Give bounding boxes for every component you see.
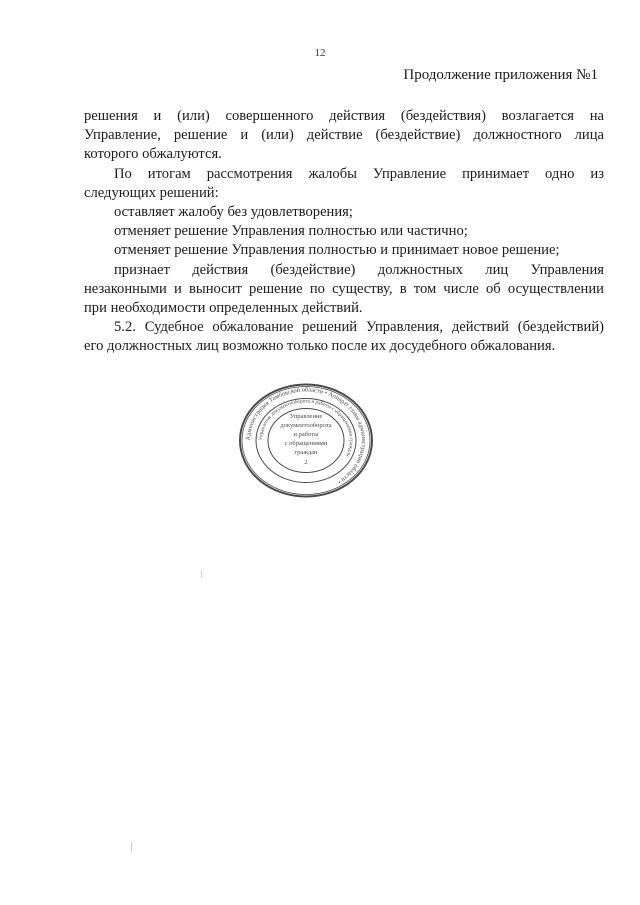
stamp-center-line: и работы (293, 431, 319, 438)
stamp-outer-ring-text: Администрация Тамбовской области • Аппарат главы администрации области • (244, 386, 368, 486)
body-line: 5.2. Судебное обжалование решений Управления, действий (бездействий) (114, 319, 604, 336)
body-line: при необходимости определенных действий. (84, 300, 363, 317)
body-line: Управление, решение и (или) действие (бездействие) должностного лица (84, 127, 604, 144)
stamp-center-line: документооборота (280, 422, 332, 429)
list-item: отменяет решение Управления полностью или частично; (114, 223, 468, 240)
list-item: признает действия (бездействие) должностных лиц Управления (114, 261, 604, 278)
stamp-inner-ring-text: Управление документооборота и работы с обращениями граждан (257, 398, 355, 458)
stamp-center-line: Управление (289, 413, 323, 420)
list-item: отменяет решение Управления полностью и принимает новое решение; (114, 242, 560, 259)
body-line: которого обжалуются. (84, 146, 222, 163)
body-line: следующих решений: (84, 184, 219, 201)
body-line: По итогам рассмотрения жалобы Управление принимает одно из (114, 165, 604, 182)
page-number: 12 (314, 47, 326, 59)
stamp-center-line: 2 (304, 459, 308, 466)
official-stamp (236, 383, 376, 498)
scan-speck (201, 570, 202, 578)
stamp-svg (236, 383, 376, 498)
body-line: его должностных лиц возможно только после их досудебного обжалования. (84, 338, 556, 355)
appendix-continuation-title: Продолжение приложения №1 (403, 67, 598, 83)
stamp-center-line: с обращениями (284, 440, 328, 447)
document-body (84, 107, 604, 357)
scan-speck (131, 842, 132, 852)
body-line: незаконными и выносит решение по существу, в том числе об осуществлении (84, 280, 604, 297)
list-item: оставляет жалобу без удовлетворения; (114, 204, 353, 221)
stamp-center-line: граждан (294, 449, 318, 456)
body-line: решения и (или) совершенного действия (бездействия) возлагается на (84, 108, 604, 124)
